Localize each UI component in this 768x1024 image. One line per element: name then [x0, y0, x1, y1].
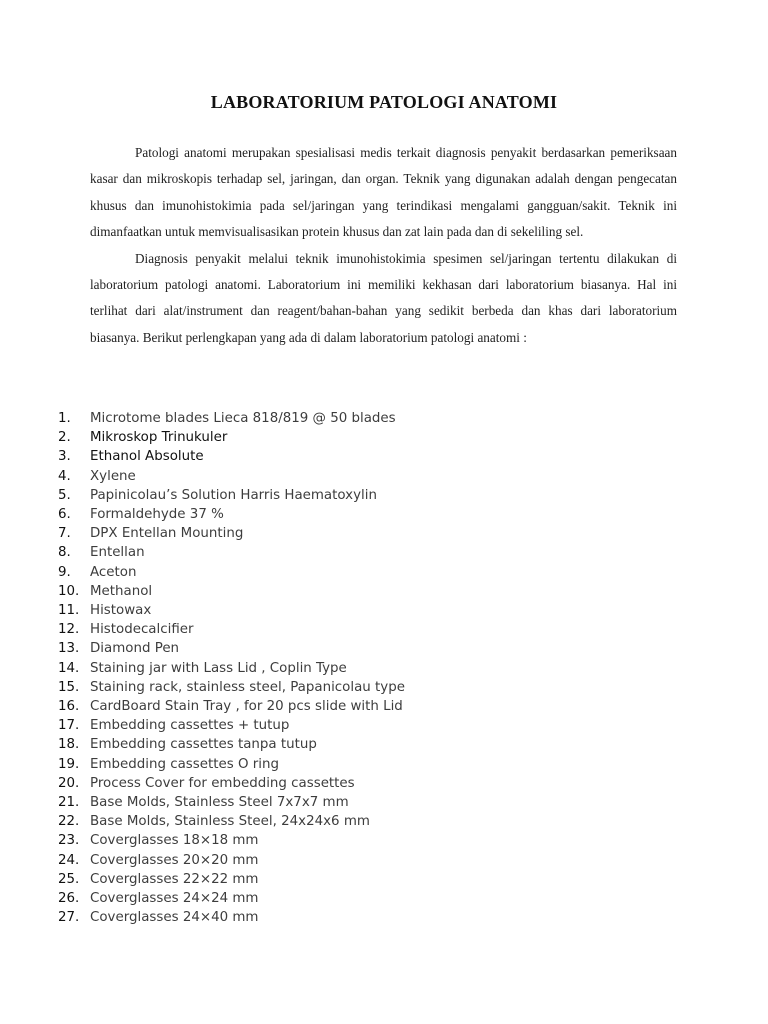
- list-text: Coverglasses 24×24 mm: [90, 891, 259, 907]
- list-item: [58, 639, 738, 658]
- list-text: Base Molds, Stainless Steel, 24x24x6 mm: [90, 814, 370, 830]
- list-number: 27.: [58, 910, 80, 926]
- list-item: [58, 447, 738, 466]
- list-number: 18.: [58, 737, 80, 753]
- list-item: [58, 543, 738, 562]
- list-number: 25.: [58, 871, 80, 887]
- list-item: [58, 889, 738, 908]
- paragraph-2: Diagnosis penyakit melalui teknik imunohistokimia spesimen sel/jaringan tertentu dilakukan di laboratorium patologi anatomi. Laboratorium ini memiliki kekhasan dari laboratorium biasanya. Hal ini terlihat dari alat/instrument dan reagent/bahan-bahan yang sedikit berbeda dan khas dari laboratorium biasanya. Berikut perlengkapan yang ada di dalam laboratorium patologi anatomi :: [90, 250, 677, 345]
- list-text: Methanol: [90, 583, 153, 599]
- list-text: Microtome blades Lieca 818/819 @ 50 blades: [90, 411, 396, 426]
- list-item: [58, 793, 738, 812]
- list-text: Histowax: [90, 603, 152, 619]
- list-number: 8.: [58, 545, 71, 561]
- list-number: 11.: [58, 603, 80, 619]
- list-text: Histodecalcifier: [90, 622, 194, 638]
- list-text: Papinicolau’s Solution Harris Haematoxylin: [90, 487, 377, 503]
- list-number: 7.: [58, 526, 71, 542]
- list-text: CardBoard Stain Tray , for 20 pcs slide with Lid: [90, 699, 403, 715]
- list-number: 3.: [58, 449, 71, 465]
- paragraph-1: Patologi anatomi merupakan spesialisasi medis terkait diagnosis penyakit berdasarkan pemeriksaan kasar dan mikroskopis terhadap sel, jaringan, dan organ. Teknik yang digunakan adalah dengan pengecatan khusus dan imunohistokimia pada sel/jaringan yang terindikasi mengalami gangguan/sakit. Teknik ini dimanfaatkan untuk memvisualisasikan protein khusus dan zat lain pada dan di sekeliling sel.: [90, 145, 677, 240]
- list-text: Coverglasses 22×22 mm: [90, 871, 259, 887]
- list-number: 14.: [58, 660, 80, 676]
- list-number: 15.: [58, 679, 80, 695]
- list-text: Aceton: [90, 564, 137, 580]
- list-number: 2.: [58, 430, 71, 446]
- list-item: [58, 563, 738, 582]
- list-text: Embedding cassettes tanpa tutup: [90, 737, 317, 753]
- list-text: Coverglasses 24×40 mm: [90, 910, 259, 926]
- list-text: Coverglasses 20×20 mm: [90, 852, 259, 868]
- list-number: 13.: [58, 641, 80, 657]
- list-text: Formaldehyde 37 %: [90, 507, 224, 523]
- list-number: 6.: [58, 507, 71, 523]
- list-item: [58, 697, 738, 716]
- list-item: [58, 735, 738, 754]
- list-item: [58, 505, 738, 524]
- list-text: Mikroskop Trinukuler: [90, 430, 228, 446]
- list-item: [58, 467, 738, 486]
- list-item: [58, 755, 738, 774]
- list-number: 20.: [58, 775, 80, 791]
- list-number: 9.: [58, 564, 71, 580]
- list-text: Coverglasses 18×18 mm: [90, 833, 259, 849]
- list-item: [58, 812, 738, 831]
- list-item: [58, 524, 738, 543]
- list-item: [58, 870, 738, 889]
- list-item: [58, 620, 738, 639]
- list-number: 19.: [58, 756, 80, 772]
- list-item: [58, 601, 738, 620]
- list-number: 17.: [58, 718, 80, 734]
- list-item: [58, 486, 738, 505]
- list-number: 10.: [58, 583, 80, 599]
- list-text: Entellan: [90, 545, 145, 561]
- list-item: [58, 851, 738, 870]
- list-item: [58, 409, 738, 428]
- list-item: [58, 678, 738, 697]
- list-number: 23.: [58, 833, 80, 849]
- list-text: Embedding cassettes O ring: [90, 756, 279, 772]
- list-item: [58, 716, 738, 735]
- list-text: DPX Entellan Mounting: [90, 526, 244, 542]
- list-item: [58, 659, 738, 678]
- list-number: 21.: [58, 795, 80, 811]
- list-text: Diamond Pen: [90, 641, 180, 657]
- list-number: 22.: [58, 814, 80, 830]
- list-number: 5.: [58, 487, 71, 503]
- list-text: Staining jar with Lass Lid , Coplin Type: [90, 660, 347, 676]
- list-number: 16.: [58, 699, 80, 715]
- list-number: 26.: [58, 891, 80, 907]
- list-number: 12.: [58, 622, 80, 638]
- list-text: Base Molds, Stainless Steel 7x7x7 mm: [90, 795, 349, 811]
- list-text: Process Cover for embedding cassettes: [90, 775, 355, 791]
- equipment-list: [58, 409, 738, 927]
- list-item: [58, 831, 738, 850]
- list-text: Embedding cassettes + tutup: [90, 718, 290, 734]
- body-text: [90, 140, 677, 351]
- list-text: Staining rack, stainless steel, Papanicolau type: [90, 679, 405, 695]
- list-item: [58, 908, 738, 927]
- list-number: 4.: [58, 468, 71, 484]
- page-title: LABORATORIUM PATOLOGI ANATOMI: [210, 92, 558, 112]
- list-text: Ethanol Absolute: [90, 449, 204, 465]
- list-item: [58, 774, 738, 793]
- list-number: 1.: [58, 411, 71, 426]
- list-item: [58, 428, 738, 447]
- list-item: [58, 582, 738, 601]
- list-text: Xylene: [90, 468, 136, 484]
- list-number: 24.: [58, 852, 80, 868]
